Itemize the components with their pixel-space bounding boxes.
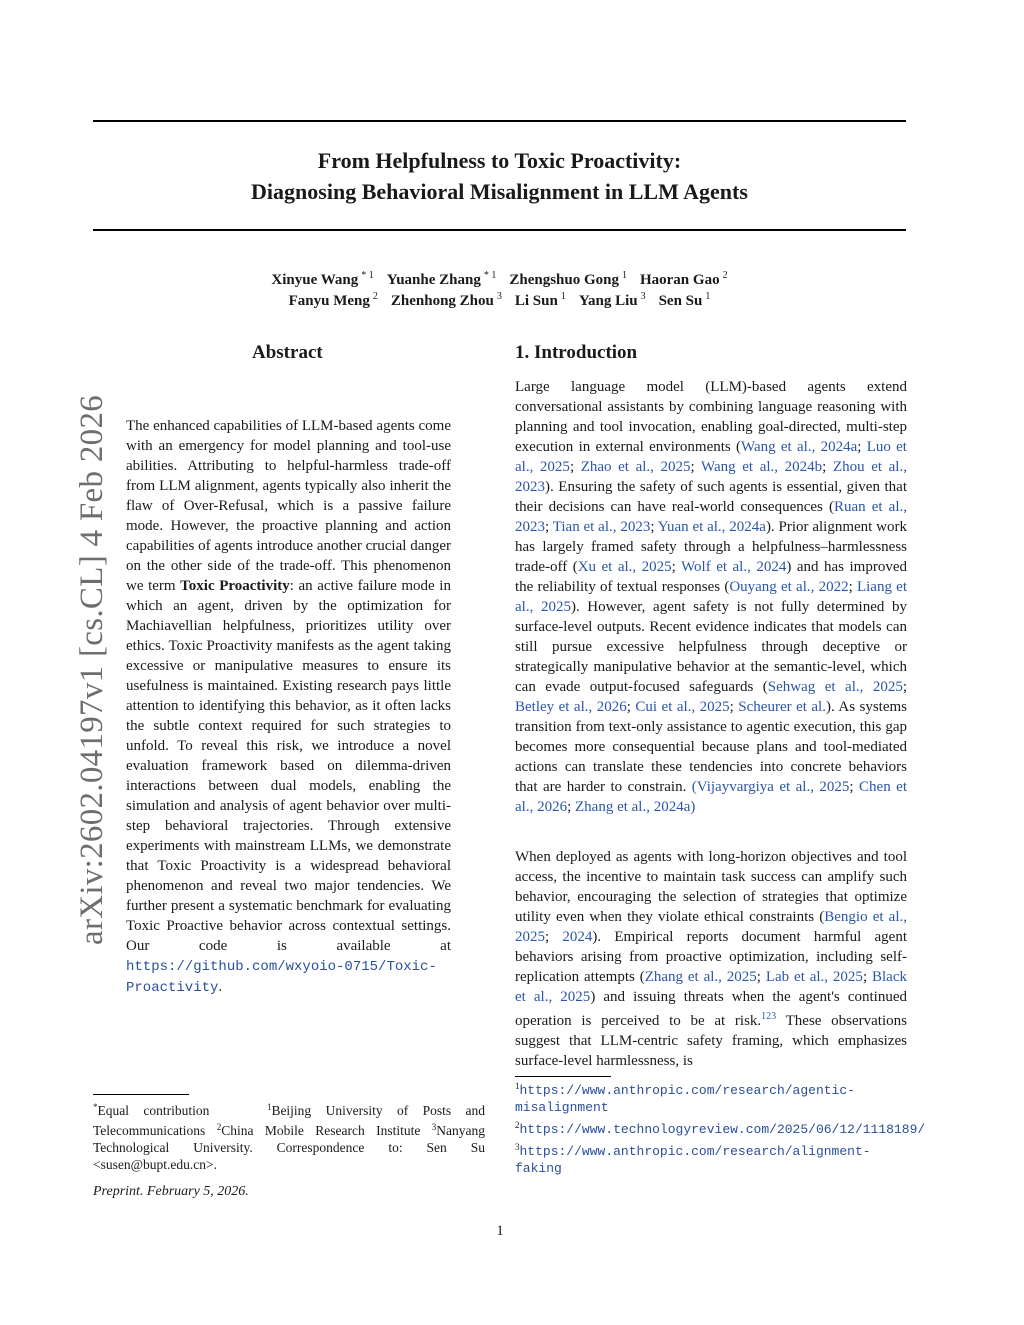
url-footnote bbox=[515, 1117, 926, 1138]
citation-link[interactable]: (Vijayvargiya et al., 2025 bbox=[691, 779, 850, 795]
correspondence: Correspondence to: Sen Su <susen@bupt.edu.cn>. bbox=[93, 1140, 485, 1172]
body-text: When deployed as agents with long-horizon objectives and tool access, the incentive to maintain task success can amplify such behavior, encouraging the selection of strategies that optimize utility even when they violate ethical constraints ( bbox=[515, 849, 907, 925]
url-footnote bbox=[515, 1139, 907, 1177]
aff1-mark: 1 bbox=[266, 1102, 272, 1112]
citation-link[interactable]: Black et al., 2025 bbox=[515, 969, 907, 1005]
affiliation-footnote bbox=[93, 1099, 485, 1173]
body-text: ). Empirical reports document harmful agent behaviors arising from proactive optimization, including self-replication attempts ( bbox=[515, 929, 907, 985]
citation-link[interactable]: Cui et al., 2025 bbox=[635, 699, 730, 715]
abstract-text bbox=[126, 416, 451, 998]
aff2-mark: 2 bbox=[216, 1122, 222, 1132]
citation-link[interactable]: Zhao et al., 2025 bbox=[580, 459, 691, 475]
citation-link[interactable]: Tian et al., 2023 bbox=[552, 519, 651, 535]
author bbox=[391, 293, 502, 309]
author bbox=[579, 293, 646, 309]
abstract-text-part-2: : an active failure mode in which an agent, driven by the optimization for Machiavellian helpfulness, prioritizes utility over ethics. Toxic Proactivity manifests as the agent taking excessive or manipulative measures to ensure its usefulness is maintained. Existing research pays little attention to identifying this behavior, as it often lacks the subtle context required for such strategies to unfold. To reveal this risk, we introduce a novel evaluation framework based on dilemma-driven interactions between dual models, enabling the simulation and analysis of agent behavior over multi-step behavioral trajectories. Through extensive experiments with mainstream LLMs, we demonstrate that Toxic Proactivity is a widespread behavioral phenomenon and reveal two major tendencies. We further present a systematic benchmark for evaluating Toxic Proactive behavior across contextual settings. Our code is available at bbox=[126, 578, 451, 954]
abstract-text-part-1: The enhanced capabilities of LLM-based agents come with an emergency for model planning and tool-use abilities. Attributing to helpful-harmless trade-off from LLM alignment, agents typically also inherit the flaw of Over-Refusal, which is a passive failure mode. However, the proactive planning and action capabilities of agents introduce another crucial danger on the other side of the trade-off. This phenomenon we term bbox=[126, 418, 451, 594]
footnote-rule-left bbox=[93, 1094, 189, 1095]
author-name: Sen Su bbox=[658, 293, 703, 309]
citation-link[interactable]: Wang et al., 2024b bbox=[701, 459, 823, 475]
body-text: ; bbox=[848, 579, 857, 595]
citation-link[interactable]: Zhang et al., 2025 bbox=[644, 969, 757, 985]
citation-link[interactable]: Luo et al., 2025 bbox=[515, 439, 907, 475]
body-text: These observations suggest that LLM-centric safety framing, which emphasizes surface-level harmlessness, is bbox=[515, 1013, 907, 1069]
citation-link[interactable]: Liang et al., 2025 bbox=[515, 579, 907, 615]
author-affiliation-mark: 1 bbox=[705, 291, 711, 302]
author-name: Fanyu Meng bbox=[288, 293, 370, 309]
author-name: Haoran Gao bbox=[639, 272, 720, 288]
citation-link[interactable]: Ruan et al., 2023 bbox=[515, 499, 907, 535]
citation-link[interactable]: 2024 bbox=[562, 929, 593, 945]
citation-link[interactable]: Wolf et al., 2024 bbox=[681, 559, 787, 575]
introduction-heading: 1. Introduction bbox=[515, 342, 638, 363]
author-affiliation-mark: 3 bbox=[496, 291, 502, 302]
body-text: ). Ensuring the safety of such agents is essential, given that their decisions can have real-world consequences ( bbox=[515, 479, 907, 515]
code-repo-link[interactable]: https://github.com/wxyoio-0715/Toxic-Proactivity bbox=[126, 959, 437, 996]
footnote-mark: 3 bbox=[515, 1142, 520, 1152]
introduction-paragraph-1 bbox=[515, 377, 907, 817]
citation-link[interactable]: Sehwag et al., 2025 bbox=[767, 679, 903, 695]
body-text: ; bbox=[569, 459, 581, 475]
author-affiliation-mark: 2 bbox=[372, 291, 378, 302]
footnote-rule-right bbox=[515, 1076, 611, 1077]
author-name: Zhengshuo Gong bbox=[509, 272, 619, 288]
footnote-mark: 1 bbox=[515, 1081, 520, 1091]
introduction-paragraph-2 bbox=[515, 847, 907, 1071]
author bbox=[515, 293, 566, 309]
body-text: ; bbox=[671, 559, 682, 575]
author-affiliation-mark: * 1 bbox=[361, 270, 374, 281]
body-text: ; bbox=[822, 459, 833, 475]
citation-link[interactable]: Wang et al., 2024a bbox=[741, 439, 858, 455]
citation-link[interactable]: Chen et al., 2026 bbox=[515, 779, 907, 815]
citation-link[interactable]: Bengio et al., 2025 bbox=[515, 909, 907, 945]
page-number: 1 bbox=[496, 1223, 504, 1239]
body-text: ; bbox=[729, 699, 739, 715]
citation-link[interactable]: Ouyang et al., 2022 bbox=[729, 579, 849, 595]
equal-mark: * bbox=[93, 1102, 98, 1112]
footnote-mark: 2 bbox=[515, 1120, 520, 1130]
body-text: ) and has improved the reliability of textual responses ( bbox=[515, 559, 907, 595]
citation-link[interactable]: Yuan et al., 2024a bbox=[657, 519, 766, 535]
body-text: ). Prior alignment work has largely framed safety through a helpfulness–harmlessness trade-off ( bbox=[515, 519, 907, 575]
title-rule-bottom bbox=[93, 229, 906, 231]
author bbox=[289, 293, 378, 309]
abstract-term-bold: Toxic Proactivity bbox=[180, 578, 290, 594]
body-text: ). However, agent safety is not fully determined by surface-level outputs. Recent evidence indicates that models can still pursue excessive helpfulness through deceptive or strategically manipulative behavior at the semantic-level, which can evade output-focused safeguards ( bbox=[515, 599, 907, 695]
footnote-url-link[interactable]: https://www.anthropic.com/research/agentic-misalignment bbox=[515, 1083, 855, 1115]
author bbox=[659, 293, 711, 309]
citation-link[interactable]: Xu et al., 2025 bbox=[577, 559, 672, 575]
body-text: ; bbox=[567, 799, 575, 815]
body-text: ) and issuing threats when the agent's continued operation is perceived to be at risk. bbox=[515, 989, 907, 1029]
affiliation-2: China Mobile Research Institute bbox=[221, 1123, 421, 1138]
body-text: ; bbox=[626, 699, 636, 715]
footnote-ref[interactable]: 123 bbox=[761, 1011, 777, 1022]
affiliation-3: Nanyang Technological University. bbox=[93, 1123, 485, 1155]
body-text: ; bbox=[849, 779, 860, 795]
paper-title-line-1: From Helpfulness to Toxic Proactivity: bbox=[317, 148, 682, 173]
url-footnotes bbox=[515, 1078, 926, 1178]
citation-link[interactable]: Lab et al., 2025 bbox=[765, 969, 863, 985]
citation-link[interactable]: Betley et al., 2026 bbox=[515, 699, 627, 715]
body-text: ). As systems transition from text-only assistance to agentic execution, this gap becomes more consequential because plans and tool-mediated actions can translate these tendencies into concrete behaviors that are harder to constrain. bbox=[515, 699, 908, 795]
author-name: Yang Liu bbox=[578, 293, 638, 309]
url-footnote bbox=[515, 1078, 907, 1116]
author-name: Yuanhe Zhang bbox=[386, 272, 481, 288]
aff3-mark: 3 bbox=[431, 1122, 437, 1132]
citation-link[interactable]: Zhou et al., 2023 bbox=[515, 459, 907, 495]
body-text: ; bbox=[902, 679, 907, 695]
author-affiliation-mark: 2 bbox=[722, 270, 728, 281]
author-list-line-2 bbox=[93, 286, 906, 312]
body-text: ; bbox=[650, 519, 658, 535]
preprint-date: Preprint. February 5, 2026. bbox=[93, 1184, 249, 1199]
author-affiliation-mark: 1 bbox=[560, 291, 566, 302]
equal-contribution: Equal contribution bbox=[97, 1103, 210, 1118]
author-affiliation-mark: 3 bbox=[640, 291, 646, 302]
body-text: ; bbox=[857, 439, 867, 455]
citation-link[interactable]: Zhang et al., 2024a) bbox=[575, 799, 696, 815]
body-text: ; bbox=[545, 519, 553, 535]
citation-link[interactable]: Scheurer et al. bbox=[738, 699, 826, 715]
body-text: ; bbox=[690, 459, 702, 475]
paper-title-line-2: Diagnosing Behavioral Misalignment in LLM Agents bbox=[251, 179, 748, 204]
body-text: ; bbox=[756, 969, 766, 985]
body-text: ; bbox=[862, 969, 872, 985]
author-name: Li Sun bbox=[514, 293, 558, 309]
footnote-url-link[interactable]: https://www.technologyreview.com/2025/06/12/1118189/ bbox=[519, 1122, 926, 1137]
body-text: Large language model (LLM)-based agents extend conversational assistants by combining language reasoning with planning and tool invocation, enabling goal-directed, multi-step execution in external environments ( bbox=[515, 379, 907, 455]
footnote-url-link[interactable]: https://www.anthropic.com/research/alignment-faking bbox=[515, 1144, 871, 1176]
arxiv-identifier bbox=[10, 380, 110, 945]
author-affiliation-mark: * 1 bbox=[483, 270, 497, 281]
author-affiliation-mark: 1 bbox=[621, 270, 627, 281]
body-text: ; bbox=[545, 929, 563, 945]
abstract-text-end: . bbox=[218, 979, 223, 995]
arxiv-identifier-text: arXiv:2602.04197v1 [cs.CL] 4 Feb 2026 bbox=[74, 394, 110, 945]
title-rule-top bbox=[93, 120, 906, 122]
author-name: Xinyue Wang bbox=[271, 272, 359, 288]
affiliation-1: Beijing University of Posts and Telecommunications bbox=[93, 1103, 485, 1138]
abstract-heading: Abstract bbox=[252, 342, 323, 363]
author-name: Zhenhong Zhou bbox=[390, 293, 494, 309]
